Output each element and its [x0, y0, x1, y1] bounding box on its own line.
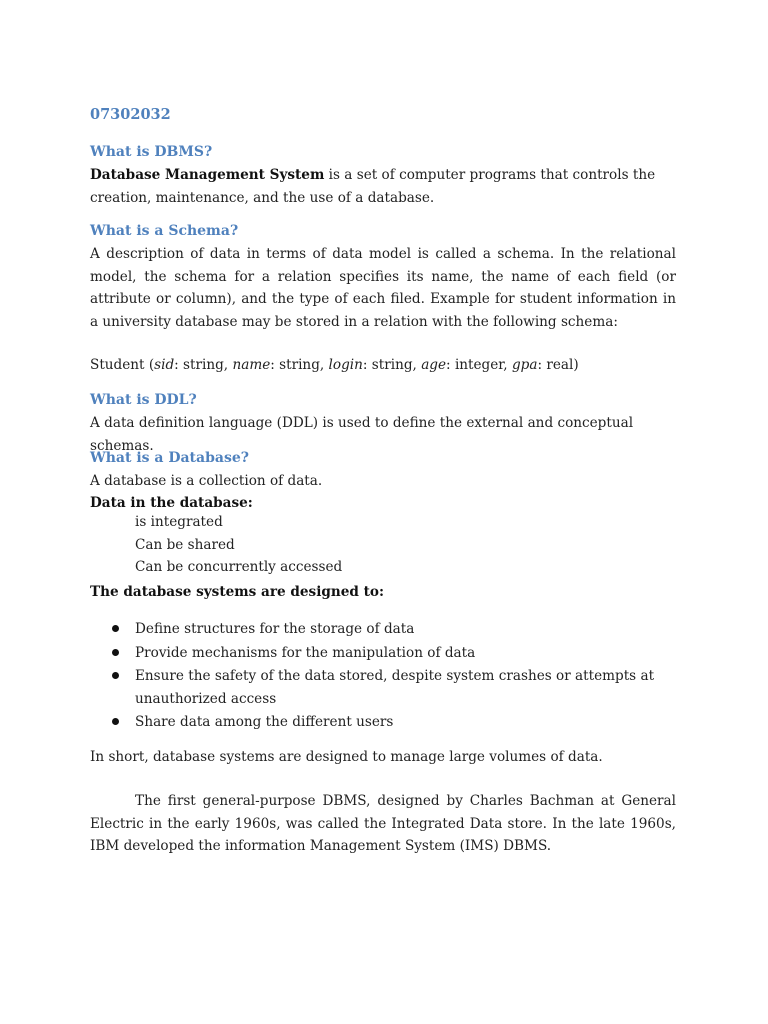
schema-field-login: login	[328, 357, 363, 373]
dbms-term: Database Management System	[90, 167, 325, 183]
schema-type-3: : string,	[362, 357, 422, 373]
schema-example	[90, 354, 676, 377]
systems-designed-heading: The database systems are designed to:	[90, 584, 384, 600]
list-item	[90, 665, 676, 710]
property-integrated: is integrated	[135, 514, 223, 530]
dbms-definition	[90, 164, 676, 209]
bullet-icon	[112, 625, 119, 632]
schema-field-gpa: gpa	[511, 357, 538, 373]
schema-field-age: age	[421, 357, 447, 373]
schema-type-2: : string,	[270, 357, 329, 373]
property-concurrent: Can be concurrently accessed	[135, 559, 343, 575]
list-item-text: Ensure the safety of the data stored, despite system crashes or attempts at unauthorized access	[135, 668, 655, 707]
schema-field-sid: sid	[154, 357, 175, 373]
heading-what-is-dbms: What is DBMS?	[90, 144, 213, 160]
database-definition: A database is a collection of data.	[90, 473, 323, 489]
list-item	[90, 618, 676, 641]
heading-what-is-schema: What is a Schema?	[90, 223, 239, 239]
list-item	[90, 642, 676, 665]
list-item	[90, 711, 676, 734]
schema-field-name: name	[232, 357, 271, 373]
list-item-text: Share data among the different users	[135, 714, 394, 730]
list-item-text: Define structures for the storage of data	[135, 621, 415, 637]
bullet-icon	[112, 718, 119, 725]
schema-example-prefix: Student (	[90, 357, 155, 373]
summary-text: In short, database systems are designed to manage large volumes of data.	[90, 749, 603, 765]
bullet-icon	[112, 672, 119, 679]
schema-definition: A description of data in terms of data model is called a schema. In the relational model, the schema for a relation specifies its name, the name of each field (or attribute or column), and the type of each filed. Example for student information in a university database may be stored in a relation with the following schema:	[90, 246, 676, 330]
data-in-database-heading: Data in the database:	[90, 495, 253, 511]
property-shared: Can be shared	[135, 537, 235, 553]
history-paragraph: The first general-purpose DBMS, designed by Charles Bachman at General Electric in the early 1960s, was called the Integrated Data store. In the late 1960s, IBM developed the information Management System (IMS) DBMS.	[90, 793, 676, 854]
design-goals-list	[90, 618, 676, 735]
bullet-icon	[112, 649, 119, 656]
schema-type-1: : string,	[174, 357, 233, 373]
ddl-definition: A data definition language (DDL) is used to define the external and conceptual schemas.	[90, 415, 634, 454]
schema-type-5: : real)	[537, 357, 579, 373]
dbms-definition-text: is a set of computer programs that controls the creation, maintenance, and the use of a database.	[90, 167, 656, 206]
heading-what-is-ddl: What is DDL?	[90, 392, 197, 408]
list-item-text: Provide mechanisms for the manipulation of data	[135, 644, 476, 661]
document-id: 07302032	[90, 106, 171, 123]
schema-type-4: : integer,	[446, 357, 512, 373]
heading-what-is-database: What is a Database?	[90, 450, 249, 466]
